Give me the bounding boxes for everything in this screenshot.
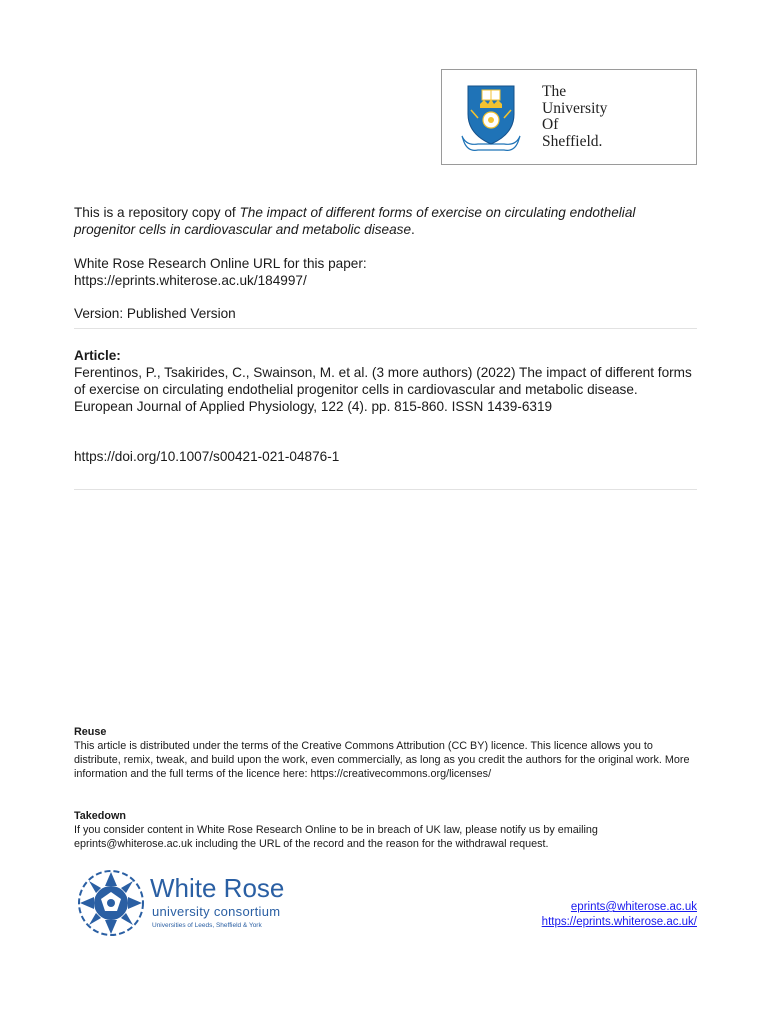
white-rose-emblem-icon	[76, 868, 146, 938]
article-doi[interactable]: https://doi.org/10.1007/s00421-021-04876-1	[74, 449, 340, 464]
repository-intro: This is a repository copy of	[74, 205, 240, 220]
white-rose-subtitle: university consortium	[152, 904, 281, 919]
url-section	[74, 255, 698, 289]
reuse-heading: Reuse	[74, 726, 107, 738]
university-logo	[441, 69, 697, 165]
paper-url[interactable]: https://eprints.whiterose.ac.uk/184997/	[74, 273, 307, 288]
contact-email-link[interactable]: eprints@whiterose.ac.uk	[570, 901, 697, 913]
university-name-line: University	[542, 99, 608, 117]
divider	[74, 489, 697, 490]
reuse-body: This article is distributed under the terms of the Creative Commons Attribution (CC BY) licence. This licence allows you to distribute, remix, tweak, and build upon the work, even commercially, as long as you credit the authors for the original work. More information and the full terms of the licence here: https://creativecommons.org/licenses/	[74, 740, 690, 780]
paper-title: The impact of different forms of exercise on circulating endothelial progenitor cells in cardiovascular and metabolic disease	[74, 205, 636, 237]
university-name-line: The	[542, 83, 567, 100]
university-crest-icon	[458, 80, 524, 154]
contact-links	[542, 900, 697, 929]
university-name-line: Of	[542, 116, 559, 133]
takedown-section	[74, 809, 698, 851]
takedown-heading: Takedown	[74, 810, 126, 822]
contact-url-link[interactable]: https://eprints.whiterose.ac.uk/	[541, 915, 697, 928]
white-rose-tagline: Universities of Leeds, Sheffield & York	[152, 922, 262, 929]
url-label: White Rose Research Online URL for this paper:	[74, 256, 367, 271]
reuse-section	[74, 725, 698, 781]
repository-statement-end: .	[411, 222, 415, 237]
takedown-body: If you consider content in White Rose Research Online to be in breach of UK law, please notify us by emailing eprints@whiterose.ac.uk including the URL of the record and the reason for the withdrawal request.	[74, 824, 598, 850]
article-citation: Ferentinos, P., Tsakirides, C., Swainson, M. et al. (3 more authors) (2022) The impact of different forms of exercise on circulating endothelial progenitor cells in cardiovascular and metabolic disease. European Journal of Applied Physiology, 122 (4). pp. 815-860. ISSN 1439-6319	[74, 365, 692, 414]
article-section	[74, 347, 698, 415]
article-heading: Article:	[74, 348, 121, 363]
white-rose-title: White Rose	[150, 873, 285, 903]
repository-statement	[74, 204, 698, 238]
white-rose-logo	[76, 868, 306, 938]
divider	[74, 328, 697, 329]
university-name	[542, 84, 607, 150]
university-name-line: Sheffield.	[542, 132, 603, 150]
version-text: Version: Published Version	[74, 306, 236, 321]
